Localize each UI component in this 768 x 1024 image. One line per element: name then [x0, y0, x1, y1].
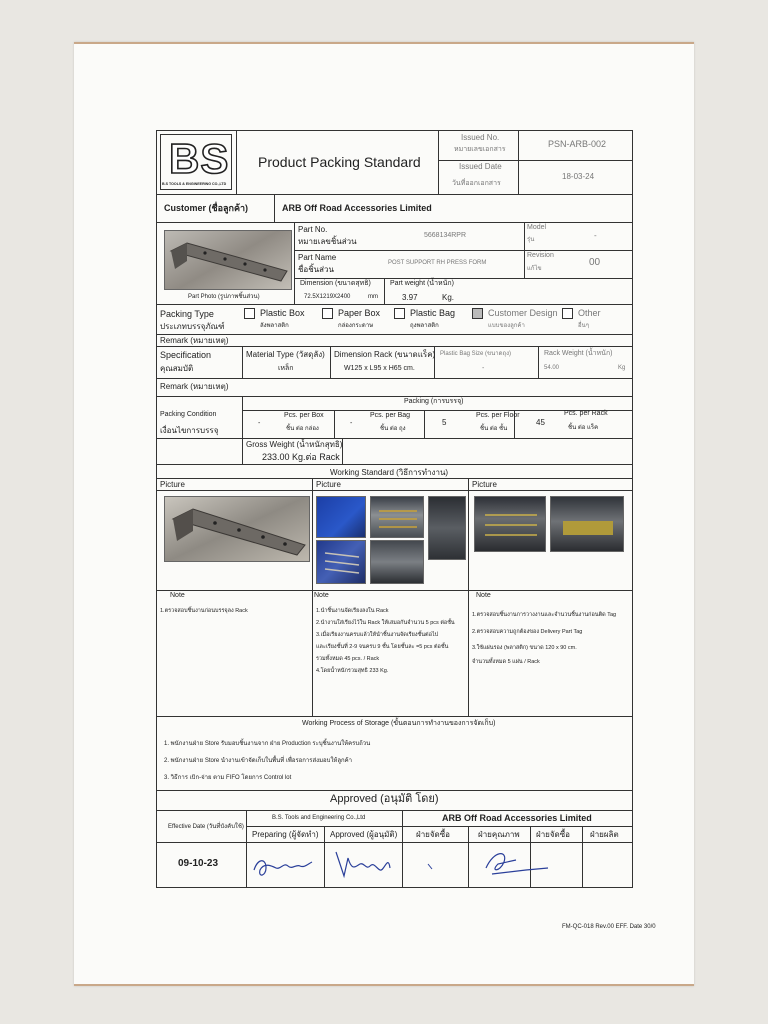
dimension-rack-value: W125 x L95 x H65 cm.	[344, 365, 415, 372]
option-plastic-bag-th: ถุงพลาสติก	[410, 323, 439, 329]
pcs-per-rack-th: ชิ้น ต่อ แร็ค	[568, 425, 599, 431]
approved-label: Approved (ผู้อนุมัติ)	[330, 830, 398, 839]
note-label-1: Note	[170, 592, 185, 599]
issued-no-label-th: หมายเลขเอกสาร	[454, 146, 506, 153]
note1-line-1: 1.ตรวจสอบชิ้นงานก่อนบรรจุลง Rack	[160, 608, 248, 614]
process-step-3: 3. วิธีการ เบิก-จ่าย ตาม FIFO โดยการ Control lot	[164, 775, 292, 781]
part-weight-unit: Kg.	[442, 293, 455, 302]
work-photo-rack-1	[316, 496, 366, 538]
work-photo-rack-4-drawing	[317, 541, 366, 584]
note2-line-5: รวมทั้งหมด 45 pcs. / Rack	[316, 656, 380, 662]
note2-line-1: 1.นำชิ้นงานจัดเรียงลงใน Rack	[316, 608, 389, 614]
pcs-per-box-th: ชิ้น ต่อ กล่อง	[286, 426, 319, 432]
pcs-per-bag-th: ชิ้น ต่อ ถุง	[380, 426, 406, 432]
pcs-per-floor-value: 45	[536, 418, 545, 427]
signature-preparer	[250, 848, 320, 882]
part-name-label-th: ชื่อชิ้นส่วน	[298, 265, 334, 274]
picture-label-1: Picture	[160, 480, 185, 489]
packing-condition-label-th: เงื่อนไขการบรรจุ	[160, 426, 219, 435]
process-step-1: 1. พนักงานฝ่าย Store รับมอบชิ้นงานจาก ฝ่าย Production ระบุชิ้นงานให้ครบถ้วน	[164, 741, 371, 747]
dimension-unit: mm	[368, 294, 378, 300]
effective-date-value: 09-10-23	[178, 858, 219, 869]
option-paper-box: Paper Box	[338, 308, 381, 318]
work-photo-part	[164, 496, 310, 562]
note3-line-4: จำนวนทั้งหมด 5 แผ่น / Rack	[472, 659, 540, 665]
packing-type-label-th: ประเภทบรรจุภัณฑ์	[160, 322, 225, 331]
option-customer-design: Customer Design	[488, 308, 558, 318]
note2-line-4: และเรียงชั้นที่ 2-9 จนครบ 9 ชั้น โดยชั้นละ =5 pcs ต่อชั้น	[316, 644, 449, 650]
revision-label-th: แก้ไข	[527, 266, 542, 272]
rack-weight-label: Rack Weight (น้ำหนัก)	[544, 350, 613, 357]
option-plastic-box: Plastic Box	[260, 308, 305, 318]
checkbox-paper-box[interactable]	[322, 308, 333, 319]
production-label: ฝ่ายผลิต	[590, 830, 619, 839]
work-photo-rack-6	[474, 496, 546, 552]
pcs-per-box-value: -	[258, 420, 261, 427]
part-no-label: Part No.	[298, 225, 328, 234]
purchasing-label: ฝ่ายจัดซื้อ	[416, 830, 450, 839]
remark-label: Remark (หมายเหตุ)	[160, 336, 229, 345]
issued-date-value: 18-03-24	[562, 172, 595, 181]
note3-line-3: 3.ใช้แผ่นรอง (พลาสติก) ขนาด 120 x 90 cm.	[472, 645, 577, 651]
pcs-per-bag-count: 5	[442, 418, 447, 427]
option-plastic-box-th: ลังพลาสติก	[260, 323, 289, 329]
part-photo-drawing	[165, 231, 292, 290]
work-photo-rack-7	[550, 496, 624, 552]
bag-size-label: Plastic Bag Size (ขนาดถุง)	[440, 351, 512, 357]
part-name-label: Part Name	[298, 253, 337, 262]
note3-line-1: 1.ตรวจสอบชิ้นงานการวางงานและจำนวนชิ้นงานก่อนติด Tag	[472, 612, 617, 618]
checkbox-plastic-box[interactable]	[244, 308, 255, 319]
packing-type-label: Packing Type	[160, 309, 214, 319]
dimension-rack-label: Dimension Rack (ขนาดแร็ค)	[334, 350, 436, 359]
logo-subtitle: B.S TOOLS & ENGINEERING CO.,LTD	[162, 182, 227, 186]
issued-no-value: PSN-ARB-002	[548, 139, 607, 149]
signature-approver	[332, 846, 396, 882]
part-photo	[164, 230, 292, 290]
work-photo-rack-6-drawing	[475, 497, 546, 552]
pcs-per-floor-label: Pcs. per Floor	[476, 412, 520, 419]
option-paper-box-th: กล่องกระดาษ	[338, 323, 374, 329]
part-weight-label: Part weight (น้ำหนัก)	[390, 280, 454, 287]
note3-line-2: 2.ตรวจสอบความถูกต้องของ Delivery Part Tag	[472, 629, 583, 635]
specification-label: Specification	[160, 350, 212, 360]
packing-header: Packing (การบรรจุ)	[404, 398, 464, 405]
part-photo-label: Part Photo (รูปภาพชิ้นส่วน)	[188, 294, 260, 300]
revision-value: 00	[589, 257, 601, 268]
process-title: Working Process of Storage (ขั้นตอนการทำงานของการจัดเก็บ)	[302, 720, 496, 727]
dimension-value: 72.5X1219X2400	[304, 294, 351, 300]
planning-label: ฝ่ายจัดซื้อ	[536, 830, 570, 839]
customer-label: Customer (ชื่อลูกค้า)	[164, 203, 249, 213]
rack-weight-value: 54.00	[544, 365, 560, 371]
checkbox-plastic-bag[interactable]	[394, 308, 405, 319]
note-label-2: Note	[314, 592, 329, 599]
part-name-value: POST SUPPORT RH PRESS FORM	[388, 260, 487, 266]
signature-quality	[472, 844, 552, 882]
company-logo	[160, 134, 232, 190]
footer-form-code: FM-QC-018 Rev.00 EFF. Date 30/0	[562, 924, 656, 930]
bag-size-value: -	[482, 365, 485, 372]
gross-weight-label: Gross Weight (น้ำหนักสุทธิ)	[246, 440, 343, 449]
picture-label-3: Picture	[472, 480, 497, 489]
model-label-th: รุ่น	[527, 237, 535, 243]
material-type-value: เหล็ก	[278, 365, 294, 372]
issued-date-label-th: วันที่ออกเอกสาร	[452, 180, 501, 187]
material-type-label: Material Type (วัสดุลัง)	[246, 350, 325, 359]
customer-company-name: ARB Off Road Accessories Limited	[442, 813, 592, 823]
document-page	[74, 42, 694, 986]
work-photo-rack-4	[316, 540, 366, 584]
work-photo-rack-2	[370, 496, 424, 538]
option-other-th: อื่นๆ	[578, 323, 589, 329]
note-label-3: Note	[476, 592, 491, 599]
pcs-per-bag-value: -	[350, 420, 353, 427]
approval-title: Approved (อนุมัติ โดย)	[330, 793, 439, 805]
specification-label-th: คุณสมบัติ	[160, 364, 194, 373]
work-photo-rack-3	[428, 496, 466, 560]
company-name: B.S. Tools and Engineering Co.,Ltd	[272, 815, 366, 821]
model-value: -	[594, 231, 597, 240]
issued-date-label: Issued Date	[459, 162, 502, 171]
working-standard-title: Working Standard (วิธีการทำงาน)	[330, 468, 449, 477]
part-no-value: 5668134RPR	[424, 232, 467, 239]
part-weight-value: 3.97	[402, 293, 418, 302]
packing-condition-label: Packing Condition	[160, 411, 217, 418]
work-photo-rack-2-drawing	[371, 497, 424, 538]
checkbox-other[interactable]	[562, 308, 573, 319]
option-other: Other	[578, 308, 601, 318]
part-no-label-th: หมายเลขชิ้นส่วน	[298, 237, 357, 246]
option-plastic-bag: Plastic Bag	[410, 308, 456, 318]
work-photo-rack-7-drawing	[551, 497, 624, 552]
preparing-label: Preparing (ผู้จัดทำ)	[252, 830, 319, 839]
effective-date-label: Effective Date (วันที่บังคับใช้)	[168, 824, 244, 830]
note2-line-6: 4.โดยน้ำหนักรวมสุทธิ 233 Kg.	[316, 668, 389, 674]
pcs-per-bag-label: Pcs. per Bag	[370, 412, 411, 419]
note2-line-3: 3.เมื่อเรียงงานครบแล้วให้นำชิ้นงานจัดเรียงชั้นต่อไป	[316, 632, 439, 638]
process-step-2: 2. พนักงานฝ่าย Store นำงานเข้าจัดเก็บในพื้นที่ เพื่อรอการส่งมอบให้ลูกค้า	[164, 758, 353, 764]
revision-label: Revision	[527, 252, 554, 259]
logo-text: BS	[169, 135, 230, 182]
model-label: Model	[527, 224, 547, 231]
picture-label-2: Picture	[316, 480, 341, 489]
dimension-label: Dimension (ขนาดสุทธิ)	[300, 280, 371, 287]
option-customer-design-th: แบบของลูกค้า	[488, 323, 525, 329]
remark-label-2: Remark (หมายเหตุ)	[160, 382, 229, 391]
note2-line-2: 2.นำงานใส่เรียงไว้ใน Rack ให้เสมอกันจำนวน 5 pcs ต่อชั้น	[316, 620, 455, 626]
pcs-per-rack-label: Pcs. per Rack	[564, 410, 608, 417]
pcs-per-box-label: Pcs. per Box	[284, 412, 324, 419]
checkbox-customer-design[interactable]	[472, 308, 483, 319]
rack-weight-unit: Kg	[618, 365, 626, 371]
issued-no-label: Issued No.	[461, 133, 500, 142]
customer-value: ARB Off Road Accessories Limited	[282, 203, 432, 213]
quality-label: ฝ่ายคุณภาพ	[478, 830, 520, 839]
signature-mark	[426, 862, 436, 872]
pcs-per-floor-th: ชิ้น ต่อ ชั้น	[480, 426, 508, 432]
gross-weight-value: 233.00 Kg.ต่อ Rack	[262, 452, 340, 462]
work-photo-rack-5	[370, 540, 424, 584]
page-title: Product Packing Standard	[258, 154, 421, 170]
work-photo-part-drawing	[165, 497, 310, 562]
